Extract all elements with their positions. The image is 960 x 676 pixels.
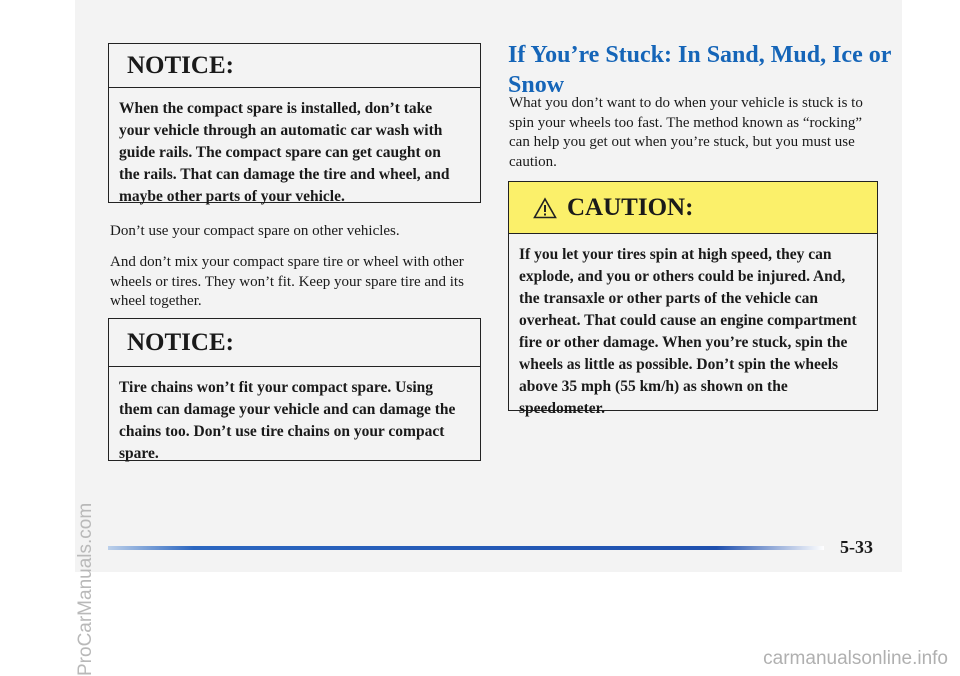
intro-paragraph: What you don’t want to do when your vehicle is stuck is to spin your wheels too fast. The method known as “rocking” can help you get out when you’re stuck, but you must use caution. (509, 95, 863, 170)
caution-heading: CAUTION: (567, 193, 694, 221)
footer-rule (108, 546, 824, 550)
caution-box (508, 181, 878, 417)
caution-body: If you let your tires spin at high speed, they can explode, and you or others could be injured. And, the transaxle or other parts of the vehicle can overheat. That could cause an engine compartment fire or other damage. When you’re stuck, spin the wheels as little as possible. Don’t spin the wheels above 35 mph (55 km/h) as shown on the speedometer. (519, 246, 857, 417)
notice-box-tire-chains (108, 318, 481, 461)
notice-heading: NOTICE: (109, 44, 480, 88)
notice-heading: NOTICE: (109, 319, 480, 367)
notice-body: Tire chains won’t fit your compact spare. Using them can damage your vehicle and can damage the chains too. Don’t use tire chains on your compact spare. (119, 379, 456, 462)
bottom-watermark: carmanualsonline.info (763, 648, 948, 669)
section-title: If You’re Stuck: In Sand, Mud, Ice or Snow (508, 42, 891, 98)
warning-triangle-icon (533, 197, 557, 219)
side-watermark: ProCarManuals.com (75, 502, 96, 676)
paragraph-other-vehicles: Don’t use your compact spare on other vehicles. (110, 223, 400, 239)
caution-heading-band (509, 182, 877, 234)
page-number: 5-33 (840, 537, 873, 557)
notice-box-car-wash (108, 43, 481, 203)
notice-body: When the compact spare is installed, don’t take your vehicle through an automatic car wash with guide rails. The compact spare can get caught on the rails. That can damage the tire and wheel, and maybe other parts of your vehicle. (119, 100, 450, 205)
paragraph-mix-tires: And don’t mix your compact spare tire or wheel with other wheels or tires. They won’t fit. Keep your spare tire and its wheel together. (110, 254, 464, 309)
